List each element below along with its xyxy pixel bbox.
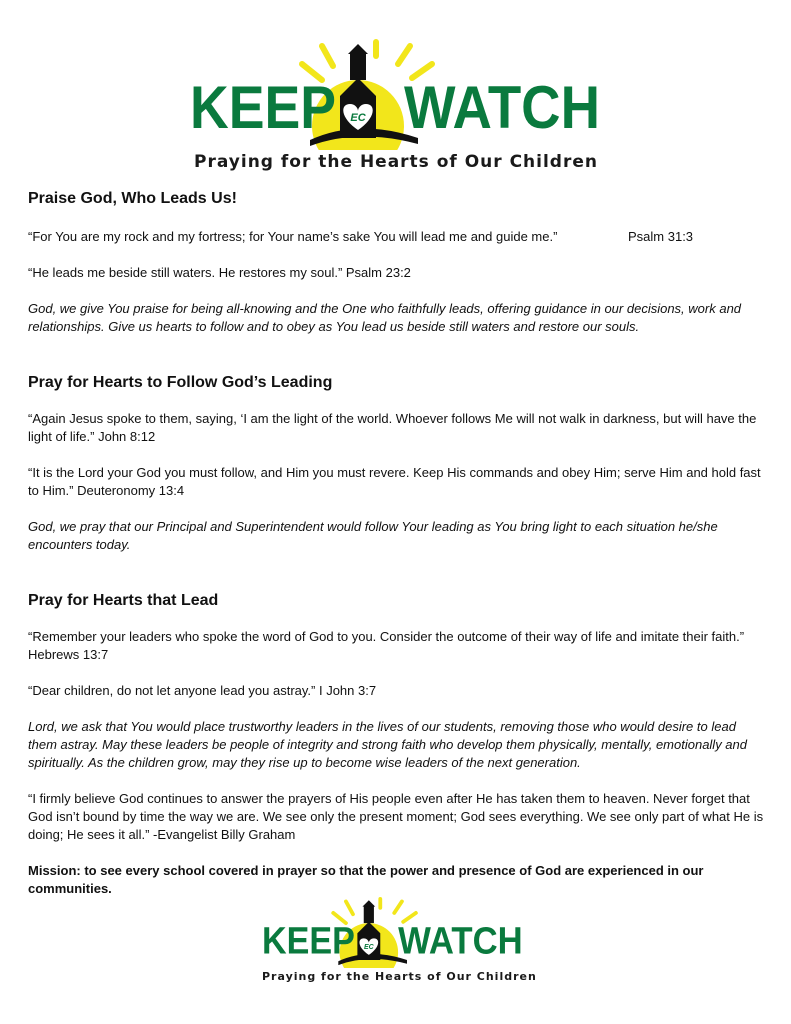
logo-badge: EC xyxy=(350,112,366,124)
logo-bottom xyxy=(262,896,537,986)
section-heading-2: Pray for Hearts to Follow God’s Leading xyxy=(28,374,333,391)
prayer-text: Lord, we ask that You would place trustworthy leaders in the lives of our students, removing those who would desire to lead them astray. May these leaders be people of integrity and strong faith who develop them physically, mentally, emotionally and spiritually. As the children grow, may they rise up to become wise leaders of the next generation. xyxy=(28,719,747,770)
prayer-text: God, we give You praise for being all-knowing and the One who faithfully leads, offering guidance in our decisions, work and relationships. Give us hearts to follow and to obey as You lead us beside still waters and restore our souls. xyxy=(28,301,742,334)
prayer-text: God, we pray that our Principal and Superintendent would follow Your leading as You bring light to each situation he/she encounters today. xyxy=(28,519,718,552)
verse-text: “He leads me beside still waters. He restores my soul.” Psalm 23:2 xyxy=(28,265,411,280)
verse-text: “It is the Lord your God you must follow, and Him you must revere. Keep His commands and obey Him; serve Him and hold fast to Him.” Deuteronomy 13:4 xyxy=(28,465,761,498)
verse-row xyxy=(28,228,766,246)
mission-statement: Mission: to see every school covered in prayer so that the power and presence of God are experienced in our communities. xyxy=(28,863,704,896)
verse-text: “Dear children, do not let anyone lead you astray.” I John 3:7 xyxy=(28,683,377,698)
logo-badge: EC xyxy=(363,944,374,952)
verse-text: “Again Jesus spoke to them, saying, ‘I am the light of the world. Whoever follows Me will not walk in darkness, but will have the light of life.” John 8:12 xyxy=(28,411,757,444)
verse-text: “For You are my rock and my fortress; for Your name’s sake You will lead me and guide me.” xyxy=(28,229,558,244)
verse-text: “Remember your leaders who spoke the word of God to you. Consider the outcome of their way of life and imitate their faith.” Hebrews 13:7 xyxy=(28,629,745,662)
logo-top xyxy=(190,38,602,178)
quote-text: “I firmly believe God continues to answer the prayers of His people even after He has taken them to heaven. Never forget that God isn’t bound by time the way we are. We see only the present moment; God sees everything. We see only part of what He is doing; He sees it all.” -Evangelist Billy Graham xyxy=(28,791,764,842)
keep-watch-logo-graphic xyxy=(262,896,524,968)
section-heading-3: Pray for Hearts that Lead xyxy=(28,592,219,609)
logo-word-left: KEEP xyxy=(262,919,355,963)
logo-word-right: WATCH xyxy=(404,74,600,141)
logo-word-right: WATCH xyxy=(398,919,523,963)
keep-watch-logo-graphic xyxy=(190,38,602,150)
document-body xyxy=(28,190,766,898)
logo-word-left: KEEP xyxy=(190,74,336,141)
logo-tagline: Praying for the Hearts of Our Children xyxy=(262,970,537,983)
section-heading-1: Praise God, Who Leads Us! xyxy=(28,190,237,207)
verse-reference: Psalm 31:3 xyxy=(628,229,694,244)
logo-tagline: Praying for the Hearts of Our Children xyxy=(194,152,598,172)
